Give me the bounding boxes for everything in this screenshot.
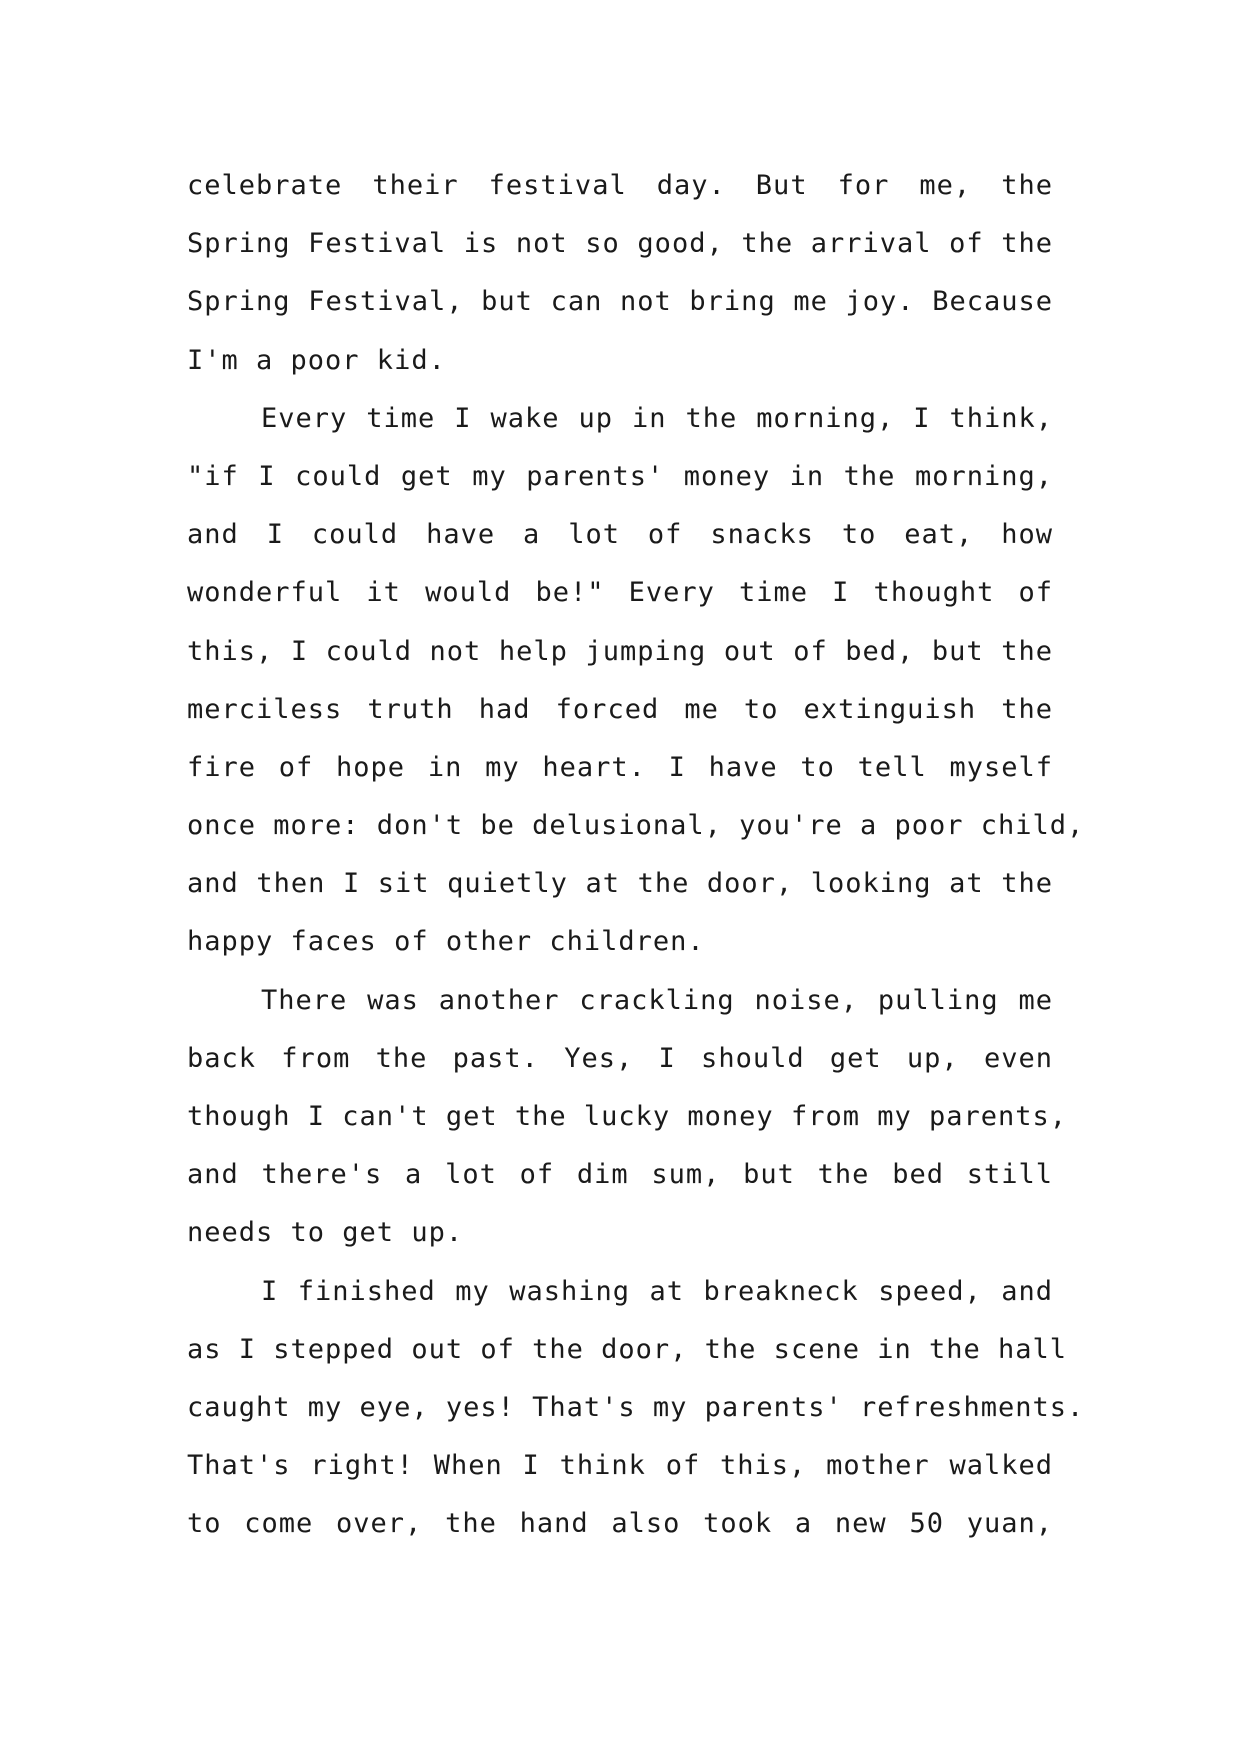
paragraph-end-line: happy faces of other children.	[187, 926, 705, 958]
text-line: "if I could get my parents' money in the morning,	[187, 460, 1053, 492]
text-line: wonderful it would be!" Every time I thought of	[187, 577, 1053, 609]
paragraph-start-line: I finished my washing at breakneck speed, and	[261, 1275, 1053, 1307]
text-line: caught my eye, yes! That's my parents' refreshments.	[187, 1391, 1085, 1423]
text-line: though I can't get the lucky money from my parents,	[187, 1101, 1068, 1132]
text-line: fire of hope in my heart. I have to tell myself	[187, 751, 1053, 783]
paragraph-start-line: Every time I wake up in the morning, I think,	[261, 402, 1053, 434]
paragraph-start-line: There was another crackling noise, pulling me	[261, 984, 1053, 1016]
text-line: and there's a lot of dim sum, but the bed still	[187, 1159, 1053, 1191]
document-body	[187, 157, 1085, 1554]
text-line: Spring Festival is not so good, the arrival of the	[187, 228, 1053, 260]
text-line: and then I sit quietly at the door, looking at the	[187, 868, 1053, 900]
text-line: as I stepped out of the door, the scene in the hall	[187, 1333, 1068, 1365]
text-line: and I could have a lot of snacks to eat, how	[187, 519, 1053, 551]
text-line: to come over, the hand also took a new 50 yuan,	[187, 1508, 1053, 1540]
paragraph-end-line: I'm a poor kid.	[187, 344, 446, 376]
text-line: this, I could not help jumping out of bed, but the	[187, 635, 1053, 667]
paragraph-end-line: needs to get up.	[187, 1217, 464, 1249]
text-line: Spring Festival, but can not bring me joy. Because	[187, 286, 1053, 318]
text-line: once more: don't be delusional, you're a poor child,	[187, 810, 1085, 842]
text-line: back from the past. Yes, I should get up, even	[187, 1042, 1053, 1074]
text-line: celebrate their festival day. But for me, the	[187, 170, 1053, 201]
text-line: That's right! When I think of this, mother walked	[187, 1450, 1053, 1482]
text-line: merciless truth had forced me to extinguish the	[187, 693, 1053, 725]
